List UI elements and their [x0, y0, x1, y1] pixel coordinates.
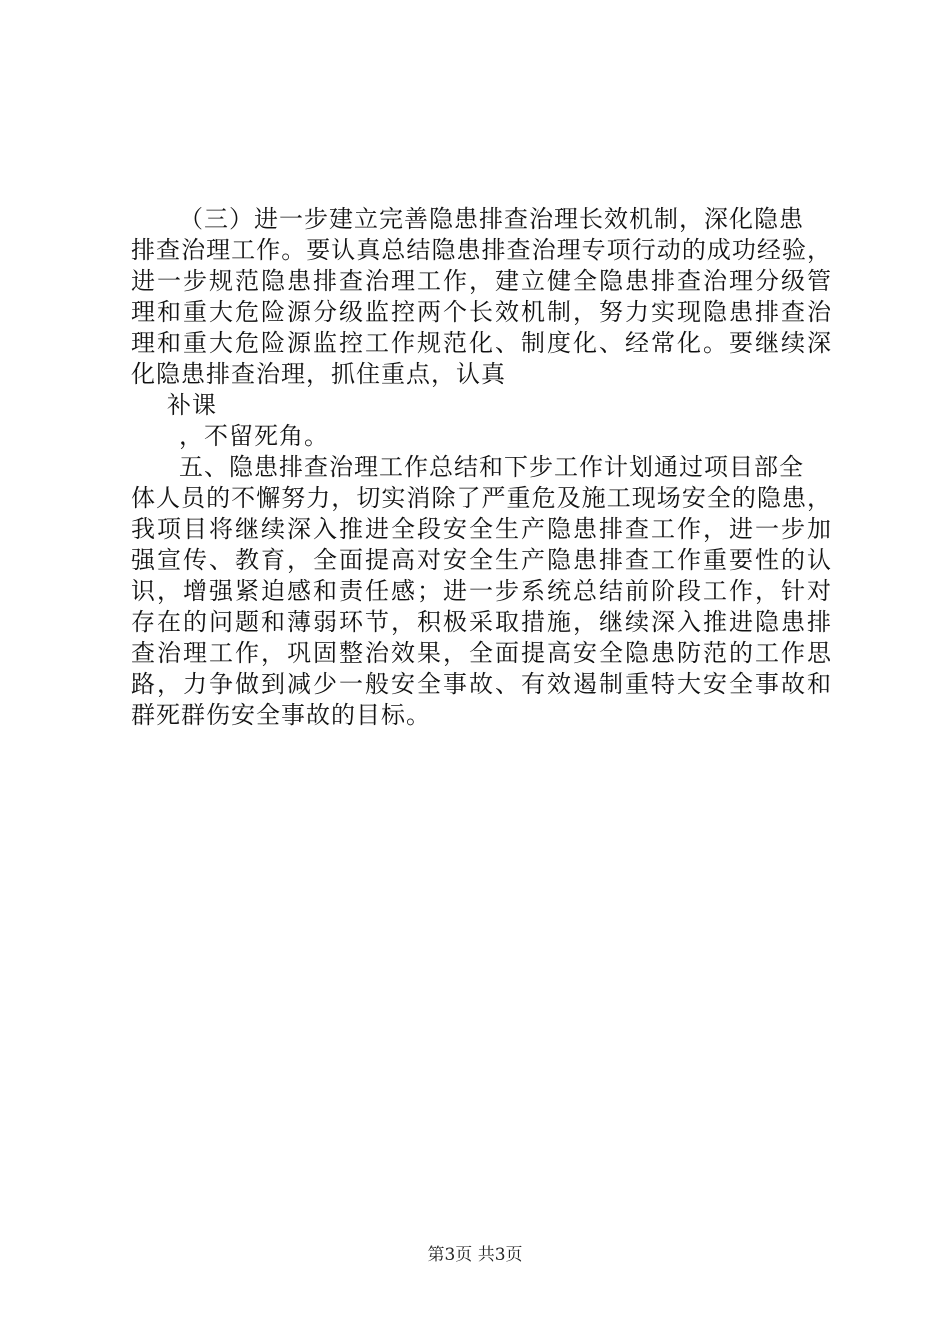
- paragraph-line: 识，增强紧迫感和责任感；进一步系统总结前阶段工作，针对: [131, 577, 831, 605]
- paragraph-line: 补课: [167, 391, 217, 419]
- paragraph-line: 理和重大危险源监控工作规范化、制度化、经常化。要继续深: [131, 329, 831, 357]
- paragraph-line: 进一步规范隐患排查治理工作，建立健全隐患排查治理分级管: [131, 267, 831, 295]
- paragraph-line: 五、隐患排查治理工作总结和下步工作计划通过项目部全: [179, 453, 804, 481]
- document-body: [131, 204, 831, 731]
- paragraph-line: 强宣传、教育，全面提高对安全生产隐患排查工作重要性的认: [131, 546, 831, 574]
- paragraph-line: （三）进一步建立完善隐患排查治理长效机制，深化隐患: [179, 205, 804, 233]
- paragraph-line: 群死群伤安全事故的目标。: [131, 701, 431, 729]
- paragraph-line: 理和重大危险源分级监控两个长效机制，努力实现隐患排查治: [131, 298, 831, 326]
- paragraph-line: 体人员的不懈努力，切实消除了严重危及施工现场安全的隐患，: [131, 484, 831, 512]
- paragraph-line: 我项目将继续深入推进全段安全生产隐患排查工作，进一步加: [131, 515, 831, 543]
- paragraph-line: 查治理工作，巩固整治效果，全面提高安全隐患防范的工作思: [131, 639, 831, 667]
- paragraph-line: 路，力争做到减少一般安全事故、有效遏制重特大安全事故和: [131, 670, 831, 698]
- paragraph-line: ，不留死角。: [179, 422, 329, 450]
- paragraph-line: 排查治理工作。要认真总结隐患排查治理专项行动的成功经验，: [131, 236, 831, 264]
- page-number-footer: 第3页 共3页: [427, 1245, 523, 1265]
- paragraph-line: 存在的问题和薄弱环节，积极采取措施，继续深入推进隐患排: [131, 608, 831, 636]
- paragraph-line: 化隐患排查治理，抓住重点，认真: [131, 360, 506, 388]
